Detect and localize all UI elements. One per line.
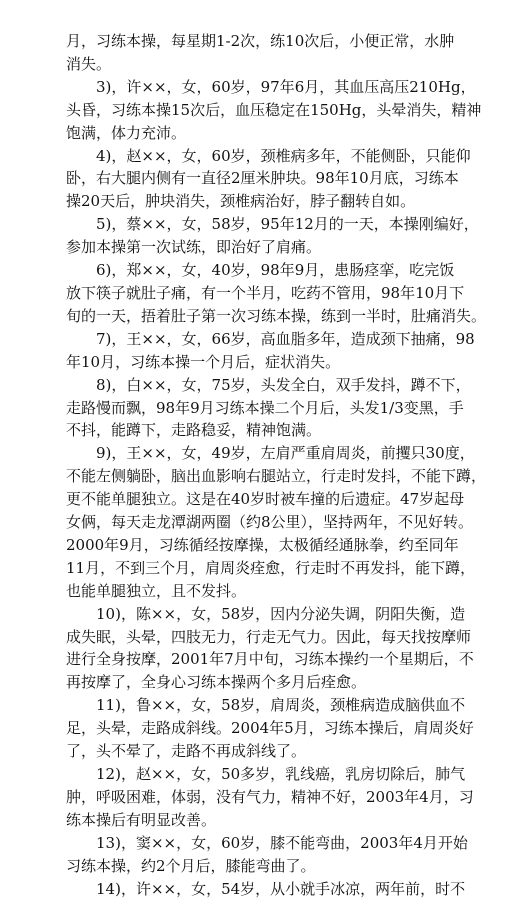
text-line: 12)，赵××，女，50多岁，乳线癌，乳房切除后，肺气 xyxy=(66,765,466,783)
text-line: 操20天后，肿块消失，颈椎病治好，脖子翻转自如。 xyxy=(66,192,416,211)
text-line: 放下筷子就肚子痛，有一个半月，吃药不管用，98年10月下 xyxy=(66,283,465,302)
text-line: 不能左侧躺卧，脑出血影响右腿站立，行走时发抖，不能下蹲， xyxy=(66,467,487,486)
text-line: 8)，白××，女，75岁，头发全白，双手发抖，蹲不下， xyxy=(66,375,471,394)
text-line: 10)，陈××，女，58岁，因内分泌失调，阴阳失衡，造 xyxy=(66,604,466,623)
text-line: 9)，王××，女，49岁，左肩严重肩周炎，前攫只30度， xyxy=(66,444,475,463)
text-line: 6)，郑××，女，40岁，98年9月，患肠痉挛，吃完饭 xyxy=(66,261,455,280)
text-line: 肿，呼吸困难，体弱，没有气力，精神不好，2003年4月，习 xyxy=(66,787,474,806)
text-line: 头昏，习练本操15次后，血压稳定在150Hg，头晕消失，精神 xyxy=(66,100,482,119)
text-line: 更不能单腿独立。这是在40岁时被车撞的后遗症。47岁起母 xyxy=(66,490,465,509)
text-line: 进行全身按摩，2001年7月中旬，习练本操约一个星期后，不 xyxy=(66,650,474,669)
text-line: 不抖，能蹲下，走路稳妥，精神饱满。 xyxy=(66,421,322,440)
text-line: 习练本操，约2个月后，膝能弯曲了。 xyxy=(66,856,316,875)
text-line: 也能单腿独立，且不发抖。 xyxy=(66,581,247,600)
text-line: 了，头不晕了，走路不再成斜线了。 xyxy=(66,742,307,761)
text-line: 年10月，习练本操一个月后，症状消失。 xyxy=(66,352,341,371)
text-line: 参加本操第一次试练，即治好了肩痛。 xyxy=(66,238,322,257)
body-text xyxy=(66,30,487,900)
text-line: 走路慢而飘，98年9月习练本操二个月后，头发1/3变黑，手 xyxy=(66,398,464,417)
text-line: 女俩，每天走龙潭湖两圈（约8公里），坚持两年，不见好转。 xyxy=(66,513,474,532)
text-line: 成失眠，头晕，四肢无力，行走无气力。因此，每天找按摩师 xyxy=(66,627,472,646)
text-line: 3)，许××，女，60岁，97年6月，其血压高压210Hg， xyxy=(66,77,476,96)
text-line: 旬的一天，捂着肚子第一次习练本操，练到一半时，肚痛消失。 xyxy=(66,306,487,325)
text-line: 月，习练本操，每星期1-2次，练10次后，小便正常，水肿 xyxy=(66,32,455,50)
text-line: 再按摩了，全身心习练本操两个多月后痊愈。 xyxy=(66,673,367,692)
text-line: 5)，蔡××，女，58岁，95年12月的一天，本操刚编好， xyxy=(66,215,479,234)
text-line: 14)，许××，女，54岁，从小就手冰凉，两年前，时不 xyxy=(66,879,466,898)
text-line: 11月，不到三个月，肩周炎痊愈，行走时不再发抖，能下蹲， xyxy=(66,558,476,577)
text-line: 饱满，体力充沛。 xyxy=(66,123,187,142)
text-line: 11)，鲁××，女，58岁，肩周炎，颈椎病造成脑供血不 xyxy=(66,696,466,715)
text-line: 4)，赵××，女，60岁，颈椎病多年，不能侧卧，只能仰 xyxy=(66,146,471,165)
text-line: 卧，右大腿内侧有一直径2厘米肿块。98年10月底，习练本 xyxy=(66,169,459,188)
text-line: 消失。 xyxy=(66,54,112,73)
text-line: 练本操后有明显改善。 xyxy=(66,810,217,829)
text-line: 足，头晕，走路成斜线。2004年5月，习练本操后，肩周炎好 xyxy=(66,719,474,738)
text-line: 7)，王××，女，66岁，高血脂多年，造成颈下抽痛，98 xyxy=(66,329,475,348)
text-line: 13)，窦××，女，60岁，膝不能弯曲，2003年4月开始 xyxy=(66,833,468,852)
text-line: 2000年9月，习练循经按摩操，太极循经通脉拳，约至同年 xyxy=(66,535,459,554)
